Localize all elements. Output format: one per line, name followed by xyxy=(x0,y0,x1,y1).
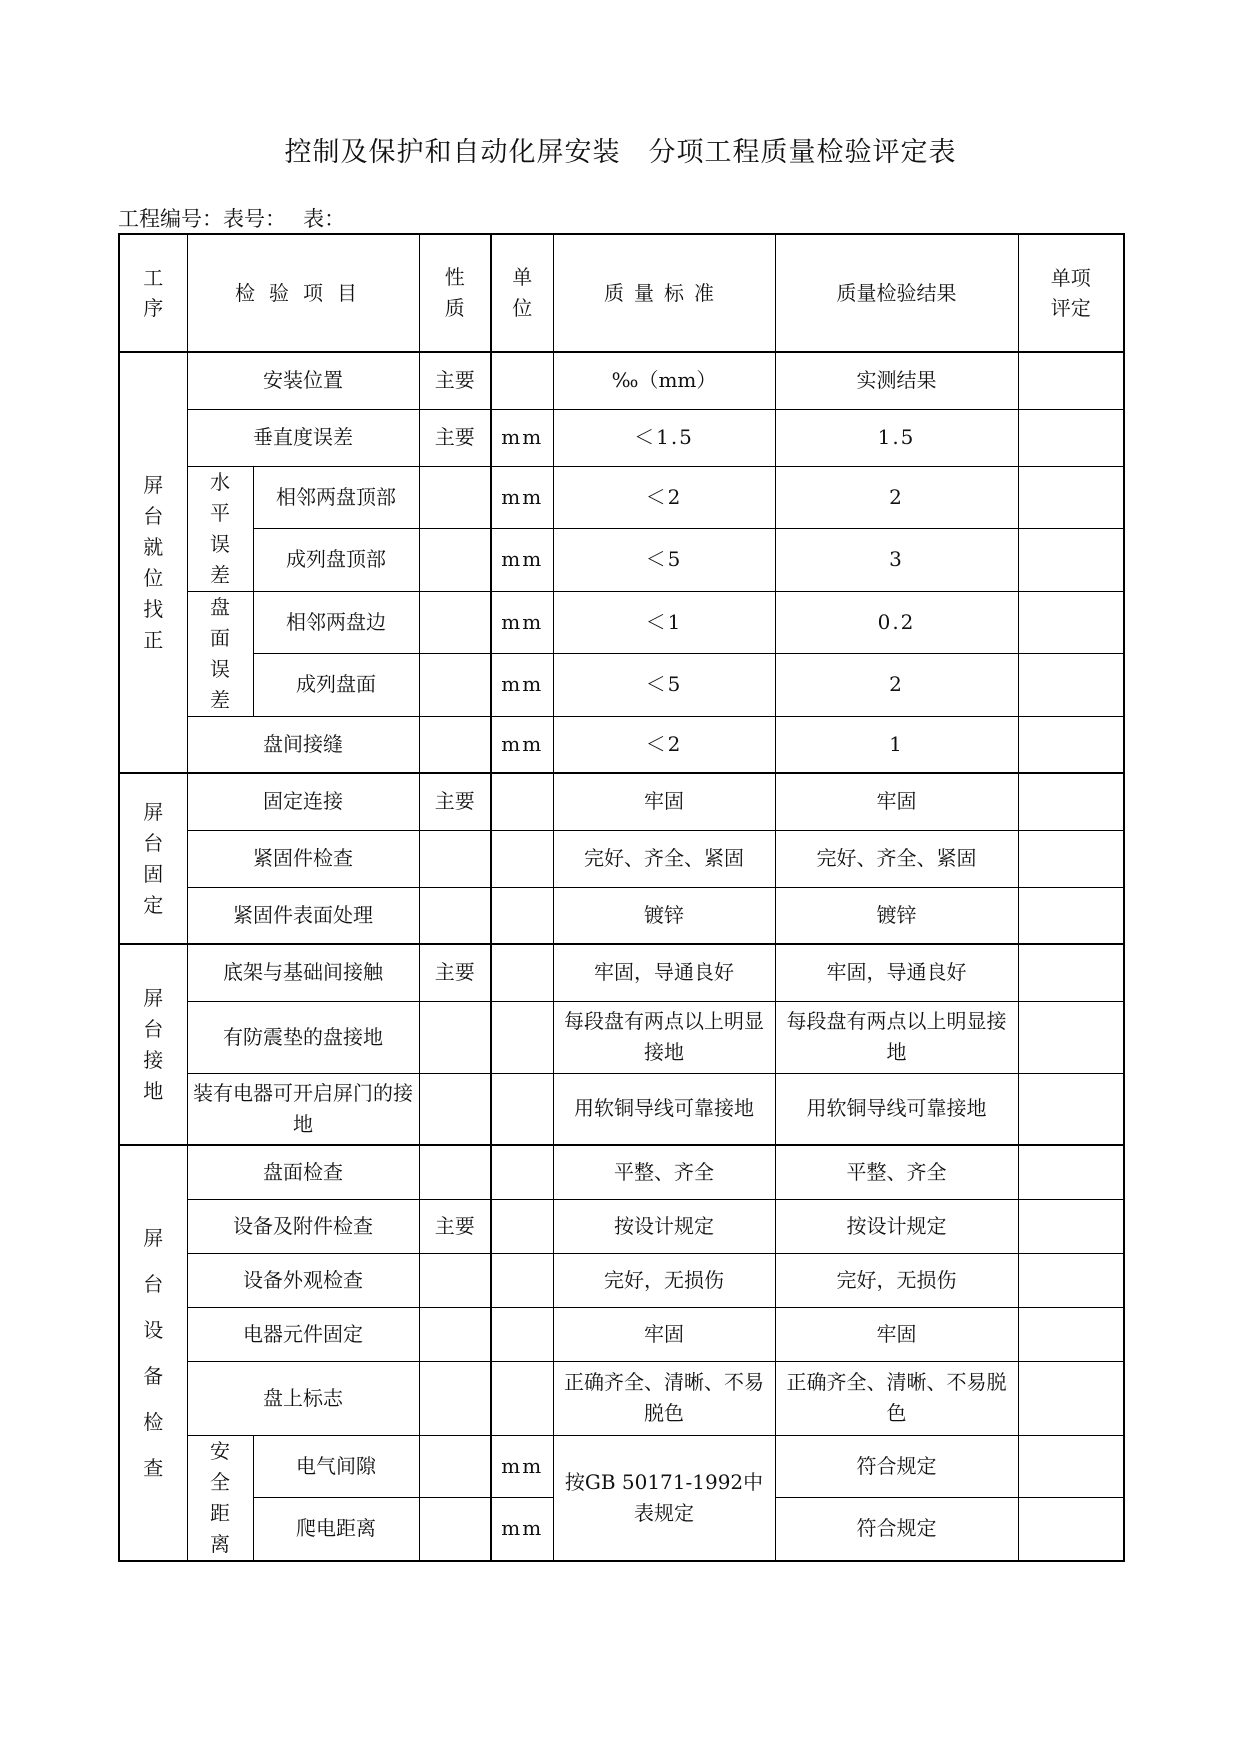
table-row xyxy=(119,1253,1124,1307)
nature-cell xyxy=(419,466,491,529)
unit-cell xyxy=(491,352,553,409)
nature-cell: 主要 xyxy=(419,944,491,1001)
rating-cell[interactable] xyxy=(1018,1145,1124,1199)
nature-cell xyxy=(419,1073,491,1145)
nature-cell xyxy=(419,529,491,592)
item-cell: 安装位置 xyxy=(187,352,419,409)
rating-cell[interactable] xyxy=(1018,591,1124,654)
rating-cell[interactable] xyxy=(1018,1253,1124,1307)
item-cell: 装有电器可开启屏门的接地 xyxy=(187,1073,419,1145)
result-cell: 2 xyxy=(775,466,1018,529)
inspection-table xyxy=(118,233,1125,1562)
nature-cell: 主要 xyxy=(419,352,491,409)
result-cell: 牢固 xyxy=(775,1307,1018,1361)
unit-cell: mm xyxy=(491,466,553,529)
header-rating: 单项 评定 xyxy=(1018,234,1124,352)
unit-cell xyxy=(491,1307,553,1361)
result-cell: 正确齐全、清晰、不易脱色 xyxy=(775,1361,1018,1435)
result-cell: 符合规定 xyxy=(775,1435,1018,1498)
header-result: 质量检验结果 xyxy=(775,234,1018,352)
header-process: 工 序 xyxy=(119,234,187,352)
item-cell: 电气间隙 xyxy=(253,1435,419,1498)
nature-cell xyxy=(419,1307,491,1361)
result-cell: 实测结果 xyxy=(775,352,1018,409)
header-item: 检验项目 xyxy=(187,234,419,352)
rating-cell[interactable] xyxy=(1018,1361,1124,1435)
item-cell: 电器元件固定 xyxy=(187,1307,419,1361)
nature-cell xyxy=(419,1253,491,1307)
item-cell: 成列盘顶部 xyxy=(253,529,419,592)
form-title: 控制及保护和自动化屏安装 分项工程质量检验评定表 xyxy=(284,137,957,168)
item-cell: 成列盘面 xyxy=(253,654,419,717)
result-cell: 完好，无损伤 xyxy=(775,1253,1018,1307)
unit-cell: mm xyxy=(491,1498,553,1561)
nature-cell xyxy=(419,654,491,717)
rating-cell[interactable] xyxy=(1018,830,1124,887)
rating-cell[interactable] xyxy=(1018,529,1124,592)
nature-cell xyxy=(419,830,491,887)
unit-cell: mm xyxy=(491,529,553,592)
item-cell: 垂直度误差 xyxy=(187,409,419,466)
group-label: 盘 面 误 差 xyxy=(187,591,253,716)
nature-cell xyxy=(419,591,491,654)
result-cell: 1.5 xyxy=(775,409,1018,466)
nature-cell xyxy=(419,1435,491,1498)
nature-cell xyxy=(419,1498,491,1561)
result-cell: 牢固，导通良好 xyxy=(775,944,1018,1001)
table-row xyxy=(119,591,1124,654)
result-cell: 完好、齐全、紧固 xyxy=(775,830,1018,887)
header-nature: 性 质 xyxy=(419,234,491,352)
unit-cell xyxy=(491,1145,553,1199)
table-row xyxy=(119,944,1124,1001)
standard-cell: 平整、齐全 xyxy=(553,1145,775,1199)
nature-cell xyxy=(419,887,491,944)
table-row xyxy=(119,1361,1124,1435)
item-cell: 设备外观检查 xyxy=(187,1253,419,1307)
nature-cell xyxy=(419,1361,491,1435)
nature-cell: 主要 xyxy=(419,773,491,830)
unit-cell: mm xyxy=(491,1435,553,1498)
item-cell: 固定连接 xyxy=(187,773,419,830)
standard-cell: 每段盘有两点以上明显接地 xyxy=(553,1001,775,1073)
group-label: 安 全 距 离 xyxy=(187,1435,253,1561)
result-cell: 牢固 xyxy=(775,773,1018,830)
header-unit: 单 位 xyxy=(491,234,553,352)
item-cell: 盘间接缝 xyxy=(187,716,419,773)
table-row xyxy=(119,1145,1124,1199)
result-cell: 3 xyxy=(775,529,1018,592)
table-row xyxy=(119,830,1124,887)
rating-cell[interactable] xyxy=(1018,1435,1124,1498)
table-row xyxy=(119,1435,1124,1498)
item-cell: 紧固件检查 xyxy=(187,830,419,887)
item-cell: 盘上标志 xyxy=(187,1361,419,1435)
rating-cell[interactable] xyxy=(1018,352,1124,409)
unit-cell: mm xyxy=(491,716,553,773)
unit-cell xyxy=(491,944,553,1001)
table-row xyxy=(119,716,1124,773)
section-label: 屏 台 设 备 检 查 xyxy=(119,1145,187,1561)
table-row xyxy=(119,529,1124,592)
result-cell: 用软铜导线可靠接地 xyxy=(775,1073,1018,1145)
rating-cell[interactable] xyxy=(1018,1073,1124,1145)
unit-cell: mm xyxy=(491,591,553,654)
standard-cell: 牢固，导通良好 xyxy=(553,944,775,1001)
table-row xyxy=(119,1307,1124,1361)
item-cell: 底架与基础间接触 xyxy=(187,944,419,1001)
unit-cell xyxy=(491,887,553,944)
unit-cell xyxy=(491,1361,553,1435)
table-row xyxy=(119,352,1124,409)
unit-cell xyxy=(491,1001,553,1073)
table-row xyxy=(119,409,1124,466)
nature-cell xyxy=(419,1145,491,1199)
item-cell: 相邻两盘边 xyxy=(253,591,419,654)
unit-cell xyxy=(491,1199,553,1253)
rating-cell[interactable] xyxy=(1018,944,1124,1001)
standard-cell: 牢固 xyxy=(553,773,775,830)
rating-cell[interactable] xyxy=(1018,1498,1124,1561)
group-label: 水 平 误 差 xyxy=(187,466,253,591)
result-cell: 0.2 xyxy=(775,591,1018,654)
standard-cell: 按GB 50171-1992中表规定 xyxy=(553,1435,775,1561)
standard-cell: 用软铜导线可靠接地 xyxy=(553,1073,775,1145)
result-cell: 符合规定 xyxy=(775,1498,1018,1561)
standard-cell: ＜1 xyxy=(553,591,775,654)
unit-cell: mm xyxy=(491,654,553,717)
table-row xyxy=(119,1001,1124,1073)
header-standard: 质量标准 xyxy=(553,234,775,352)
item-cell: 相邻两盘顶部 xyxy=(253,466,419,529)
standard-cell: ＜5 xyxy=(553,654,775,717)
standard-cell: ＜5 xyxy=(553,529,775,592)
table-row xyxy=(119,887,1124,944)
result-cell: 2 xyxy=(775,654,1018,717)
standard-cell: 完好、齐全、紧固 xyxy=(553,830,775,887)
unit-cell xyxy=(491,773,553,830)
section-label: 屏 台 就 位 找 正 xyxy=(119,352,187,773)
unit-cell xyxy=(491,1253,553,1307)
result-cell: 1 xyxy=(775,716,1018,773)
item-cell: 设备及附件检查 xyxy=(187,1199,419,1253)
unit-cell: mm xyxy=(491,409,553,466)
nature-cell: 主要 xyxy=(419,1199,491,1253)
nature-cell xyxy=(419,1001,491,1073)
table-row xyxy=(119,466,1124,529)
table-row xyxy=(119,654,1124,717)
standard-cell: ＜2 xyxy=(553,466,775,529)
item-cell: 紧固件表面处理 xyxy=(187,887,419,944)
standard-cell: 镀锌 xyxy=(553,887,775,944)
standard-cell: ＜2 xyxy=(553,716,775,773)
standard-cell: 按设计规定 xyxy=(553,1199,775,1253)
standard-cell: 牢固 xyxy=(553,1307,775,1361)
standard-cell: ＜1.5 xyxy=(553,409,775,466)
rating-cell[interactable] xyxy=(1018,1001,1124,1073)
table-row xyxy=(119,1199,1124,1253)
item-cell: 盘面检查 xyxy=(187,1145,419,1199)
rating-cell[interactable] xyxy=(1018,409,1124,466)
rating-cell[interactable] xyxy=(1018,887,1124,944)
rating-cell[interactable] xyxy=(1018,773,1124,830)
table-row xyxy=(119,1073,1124,1145)
standard-cell: ‰（mm） xyxy=(553,352,775,409)
rating-cell[interactable] xyxy=(1018,654,1124,717)
unit-cell xyxy=(491,830,553,887)
rating-cell[interactable] xyxy=(1018,716,1124,773)
rating-cell[interactable] xyxy=(1018,1199,1124,1253)
standard-cell: 完好，无损伤 xyxy=(553,1253,775,1307)
nature-cell xyxy=(419,716,491,773)
result-cell: 镀锌 xyxy=(775,887,1018,944)
section-label: 屏 台 固 定 xyxy=(119,773,187,944)
form-meta-line: 工程编号：表号： 表： xyxy=(118,207,346,231)
result-cell: 按设计规定 xyxy=(775,1199,1018,1253)
unit-cell xyxy=(491,1073,553,1145)
rating-cell[interactable] xyxy=(1018,466,1124,529)
rating-cell[interactable] xyxy=(1018,1307,1124,1361)
section-label: 屏 台 接 地 xyxy=(119,944,187,1145)
item-cell: 爬电距离 xyxy=(253,1498,419,1561)
item-cell: 有防震垫的盘接地 xyxy=(187,1001,419,1073)
result-cell: 每段盘有两点以上明显接地 xyxy=(775,1001,1018,1073)
nature-cell: 主要 xyxy=(419,409,491,466)
standard-cell: 正确齐全、清晰、不易脱色 xyxy=(553,1361,775,1435)
header-row xyxy=(119,234,1124,352)
result-cell: 平整、齐全 xyxy=(775,1145,1018,1199)
table-row xyxy=(119,773,1124,830)
